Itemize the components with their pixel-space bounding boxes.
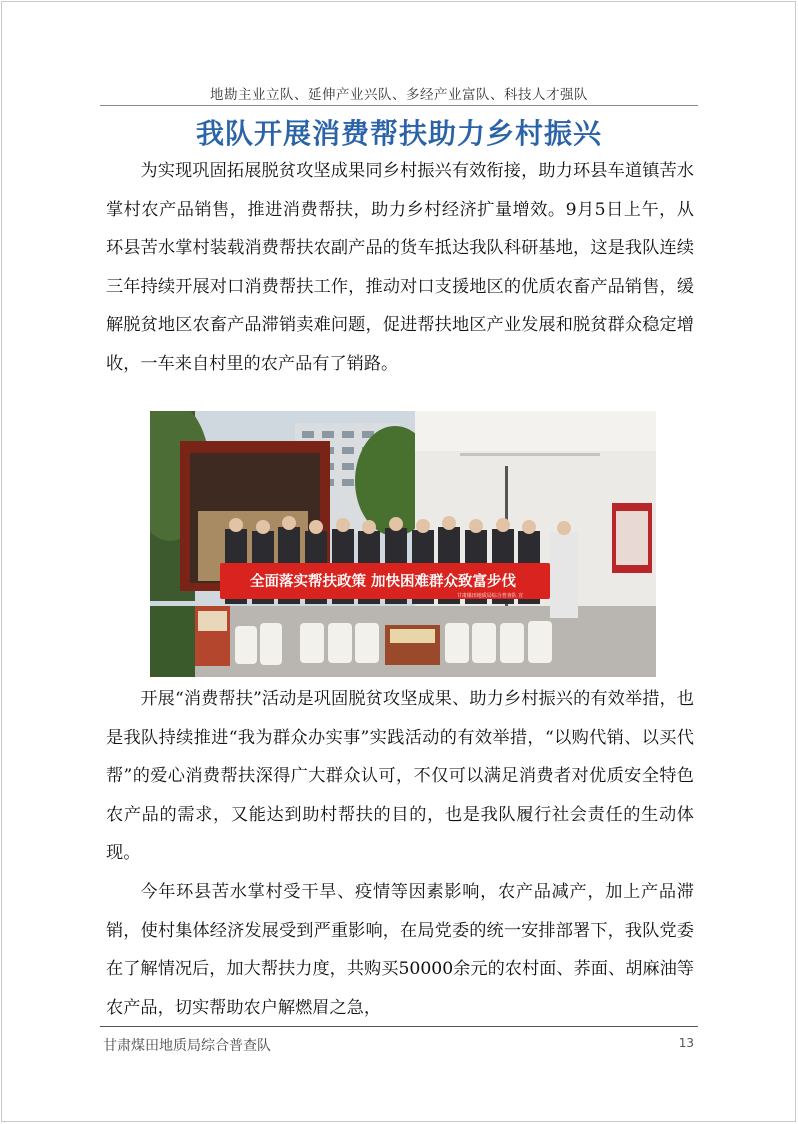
footer-rule: [100, 1026, 698, 1027]
banner-text: 全面落实帮扶政策 加快困难群众致富步伐: [249, 574, 517, 590]
paragraph-1: 为实现巩固拓展脱贫攻坚成果同乡村振兴有效衔接，助力环县车道镇苦水掌村农产品销售，推进消费帮扶，助力乡村经济扩量增效。9月5日上午，从环县苦水掌村装载消费帮扶农副产品的货车抵达我队科研基地，这是我队连续三年持续开展对口消费帮扶工作，推动对口支援地区的优质农畜产品销售，缓解脱贫地区农畜产品滞销卖难问题，促进帮扶地区产业发展和脱贫群众稳定增收，一车来自村里的农产品有了销路。: [106, 161, 694, 374]
header-slogan: 地勘主业立队、延伸产业兴队、多经产业富队、科技人才强队: [210, 87, 588, 103]
page-number: 13: [678, 1036, 694, 1050]
article-title: 我队开展消费帮扶助力乡村振兴: [195, 117, 602, 150]
group-photo: [150, 411, 656, 677]
group-photo-illustration: [150, 411, 656, 677]
footer-organization: 甘肃煤田地质局综合普查队: [103, 1038, 271, 1054]
paragraph-2: 开展“消费帮扶”活动是巩固脱贫攻坚成果、助力乡村振兴的有效举措，也是我队持续推进“我为群众办实事”实践活动的有效举措，“以购代销、以买代帮”的爱心消费帮扶深得广大群众认可，不仅可以满足消费者对优质安全特色农产品的需求，又能达到助村帮扶的目的，也是我队履行社会责任的生动体现。: [106, 689, 694, 863]
header-rule: [100, 105, 698, 106]
paragraph-3: 今年环县苦水掌村受干旱、疫情等因素影响，农产品减产，加上产品滞销，使村集体经济发展受到严重影响，在局党委的统一安排部署下，我队党委在了解情况后，加大帮扶力度，共购买50000余元的农村面、荞面、胡麻油等农产品，切实帮助农户解燃眉之急，: [106, 882, 694, 1018]
banner-small-text: 甘肃煤田地质局综合普查队 宣: [456, 593, 524, 599]
